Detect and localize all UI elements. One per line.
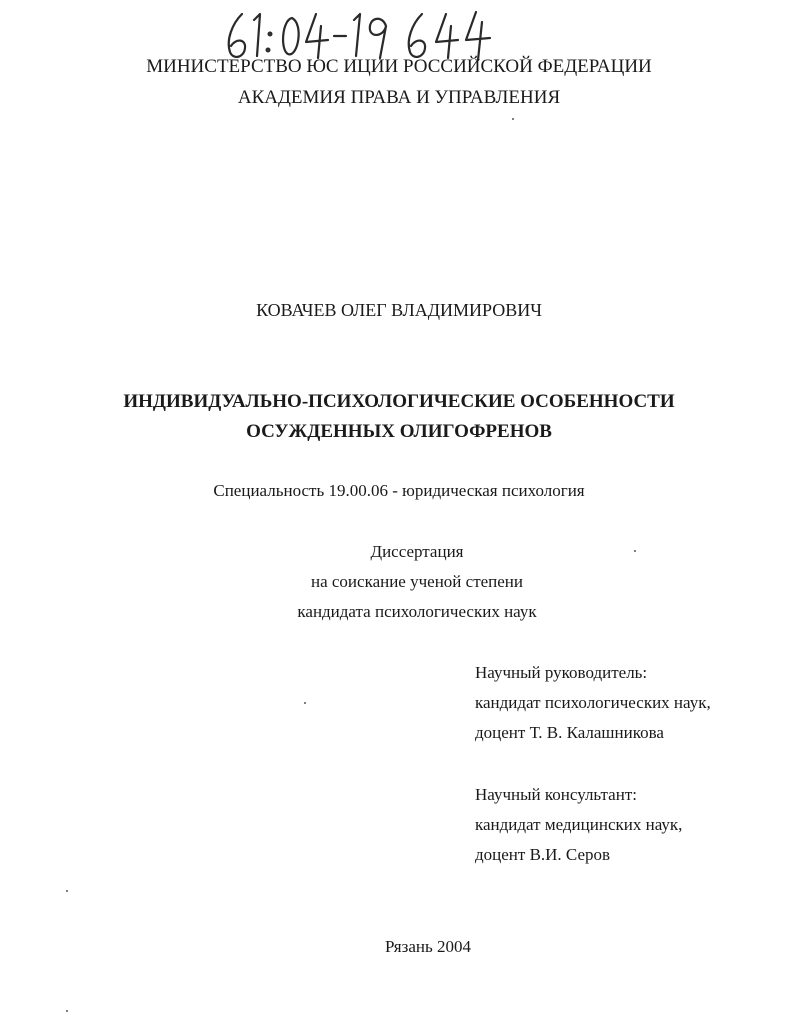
consultant-name: доцент В.И. Серов xyxy=(475,845,611,864)
consultant-degree: кандидат медицинских наук, xyxy=(475,815,683,834)
scan-speck xyxy=(634,550,636,552)
specialty: Специальность 19.00.06 - юридическая психология xyxy=(213,481,585,500)
ministry-name: МИНИСТЕРСТВО ЮС ИЦИИ РОССИЙСКОЙ ФЕДЕРАЦИИ xyxy=(146,56,652,77)
scan-speck xyxy=(66,890,68,892)
city-year: Рязань 2004 xyxy=(385,937,471,956)
supervisor-role: Научный руководитель: xyxy=(475,663,648,682)
dissertation-title-line-1: ИНДИВИДУАЛЬНО-ПСИХОЛОГИЧЕСКИЕ ОСОБЕННОСТИ xyxy=(123,391,675,412)
scan-speck xyxy=(512,118,514,120)
scan-speck xyxy=(304,702,306,704)
dissertation-label: Диссертация xyxy=(370,542,464,561)
degree-purpose: на соискание ученой степени xyxy=(310,572,524,591)
dissertation-title-line-2: ОСУЖДЕННЫХ ОЛИГОФРЕНОВ xyxy=(246,421,552,442)
scan-speck xyxy=(66,1010,68,1012)
academy-name: АКАДЕМИЯ ПРАВА И УПРАВЛЕНИЯ xyxy=(237,87,561,108)
degree-name: кандидата психологических наук xyxy=(297,602,537,621)
consultant-role: Научный консультант: xyxy=(475,785,637,804)
supervisor-name: доцент Т. В. Калашникова xyxy=(475,723,664,742)
author-name: КОВАЧЕВ ОЛЕГ ВЛАДИМИРОВИЧ xyxy=(256,300,542,320)
supervisor-degree: кандидат психологических наук, xyxy=(475,693,711,712)
